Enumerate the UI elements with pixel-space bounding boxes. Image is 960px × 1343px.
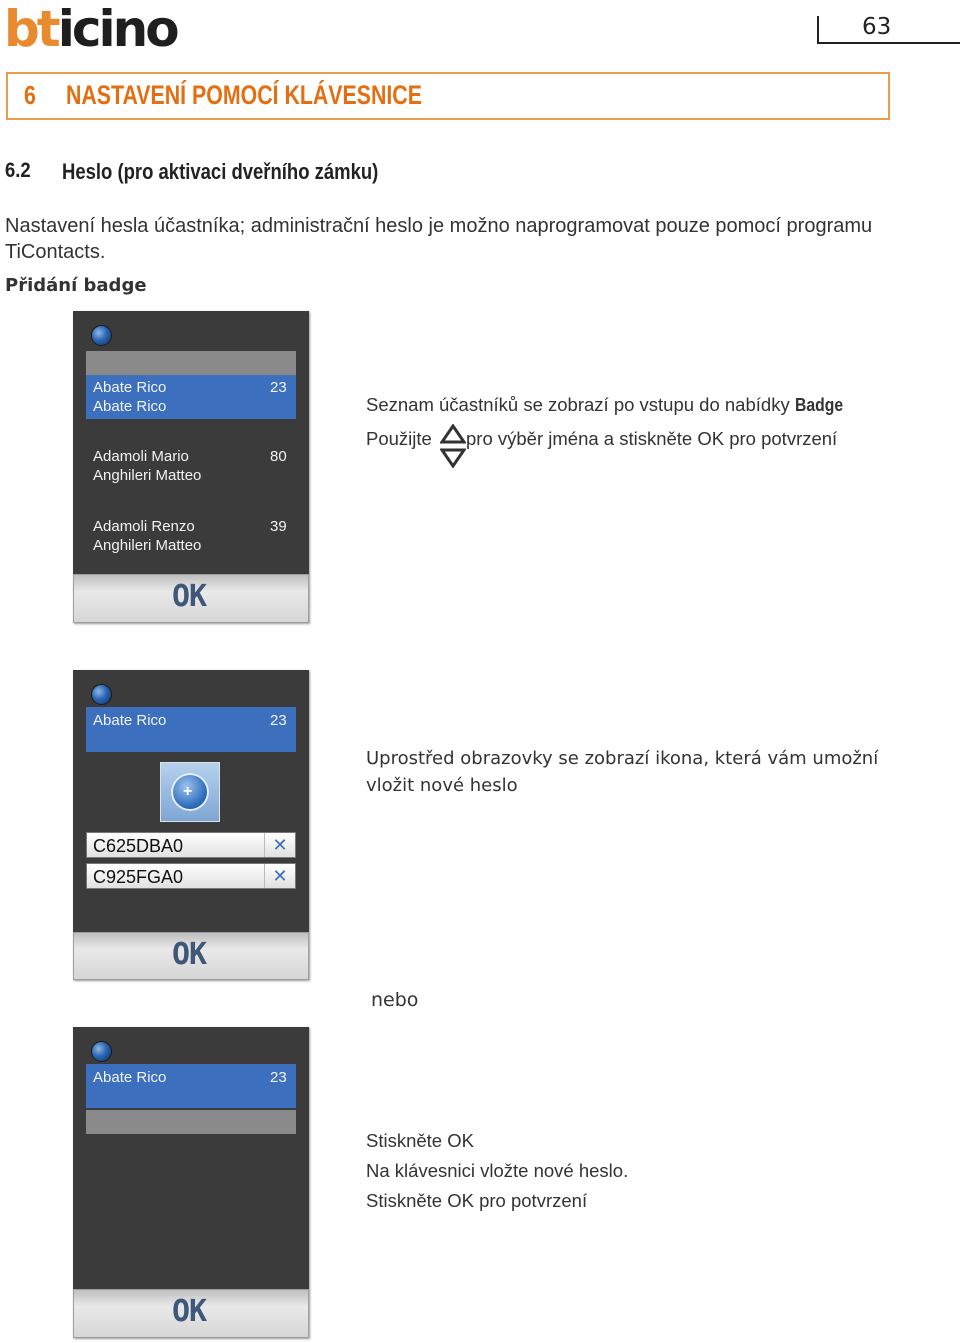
or-label: nebo	[371, 989, 419, 1011]
selected-user-row	[86, 707, 296, 752]
ok-button-label: OK	[172, 1294, 207, 1329]
note-use-arrows-suffix: pro výběr jména a stiskněte OK pro potvrzení	[466, 428, 838, 449]
note-user-list-badge: Badge	[794, 394, 843, 415]
selected-user-row	[86, 1064, 296, 1108]
screen-header-band	[86, 351, 296, 375]
device-screen-new-password	[73, 1027, 309, 1338]
section-title: Heslo (pro aktivaci dveřního zámku)	[62, 159, 379, 184]
intro-paragraph: Nastavení hesla účastníka; administrační heslo je možno naprogramovat pouze pomocí programu TiContacts.	[5, 215, 873, 263]
page-number-rule-horizontal	[817, 42, 960, 44]
section-number: 6.2	[5, 159, 31, 182]
bticino-logo	[4, 0, 177, 58]
note-confirm: Stiskněte OK pro potvrzení	[366, 1190, 588, 1211]
device-knob-icon	[91, 325, 112, 346]
device-knob-icon	[91, 684, 112, 705]
user-row-3-code: 39	[270, 518, 287, 535]
add-badge-button[interactable]	[160, 762, 220, 822]
badge-code-1: C625DBA0	[93, 836, 184, 856]
plus-icon: +	[183, 783, 193, 800]
up-down-arrows-icon	[440, 424, 466, 468]
selected-user-name: Abate Rico	[93, 1069, 167, 1086]
ok-button[interactable]	[73, 574, 309, 623]
ok-button-label: OK	[172, 579, 207, 614]
subheading-add-badge: Přidání badge	[5, 275, 147, 296]
note-press-ok: Stiskněte OK	[366, 1130, 474, 1151]
note-use-arrows-prefix: Použijte	[366, 428, 432, 449]
selected-user-code: 23	[270, 712, 287, 729]
logo-suffix: icino	[57, 0, 177, 58]
ok-button-label: OK	[172, 937, 207, 972]
note-user-list	[366, 394, 851, 416]
user-row-3-name-1[interactable]: Adamoli Renzo	[93, 518, 195, 535]
user-row-2-name-1[interactable]: Adamoli Mario	[93, 448, 189, 465]
user-row-selected[interactable]	[86, 375, 296, 419]
logo-prefix: bt	[4, 0, 58, 58]
user-row-3-name-2: Anghileri Matteo	[93, 537, 202, 554]
ok-button[interactable]	[73, 932, 309, 980]
selected-user-name: Abate Rico	[93, 712, 167, 729]
page-number: 63	[862, 14, 892, 40]
badge-row-1[interactable]	[86, 832, 296, 858]
badge-code-2: C925FGA0	[93, 867, 184, 887]
note-add-icon-line-1: Uprostřed obrazovky se zobrazí ikona, která vám umožní	[366, 748, 879, 769]
note-enter-password: Na klávesnici vložte nové heslo.	[366, 1160, 629, 1181]
device-screen-user-list	[73, 311, 309, 623]
user-row-code: 23	[270, 379, 287, 396]
user-row-name-2: Abate Rico	[93, 398, 167, 415]
chapter-title: NASTAVENÍ POMOCÍ KLÁVESNICE	[66, 80, 422, 110]
user-row-2-name-2: Anghileri Matteo	[93, 467, 202, 484]
note-add-icon-line-2: vložit nové heslo	[366, 775, 518, 796]
chapter-number: 6	[24, 80, 36, 110]
delete-badge-1-icon[interactable]: ✕	[264, 833, 295, 857]
delete-badge-2-icon[interactable]: ✕	[264, 864, 295, 888]
device-screen-badge-list	[73, 670, 309, 980]
ok-button[interactable]	[73, 1289, 309, 1338]
note-user-list-text: Seznam účastníků se zobrazí po vstupu do nabídky	[366, 394, 795, 415]
badge-row-2[interactable]	[86, 863, 296, 889]
user-row-2-code: 80	[270, 448, 287, 465]
device-knob-icon	[91, 1041, 112, 1062]
user-row-name-1: Abate Rico	[93, 379, 167, 396]
empty-badge-row	[86, 1110, 296, 1134]
page-number-rule-vertical	[817, 16, 819, 44]
selected-user-code: 23	[270, 1069, 287, 1086]
